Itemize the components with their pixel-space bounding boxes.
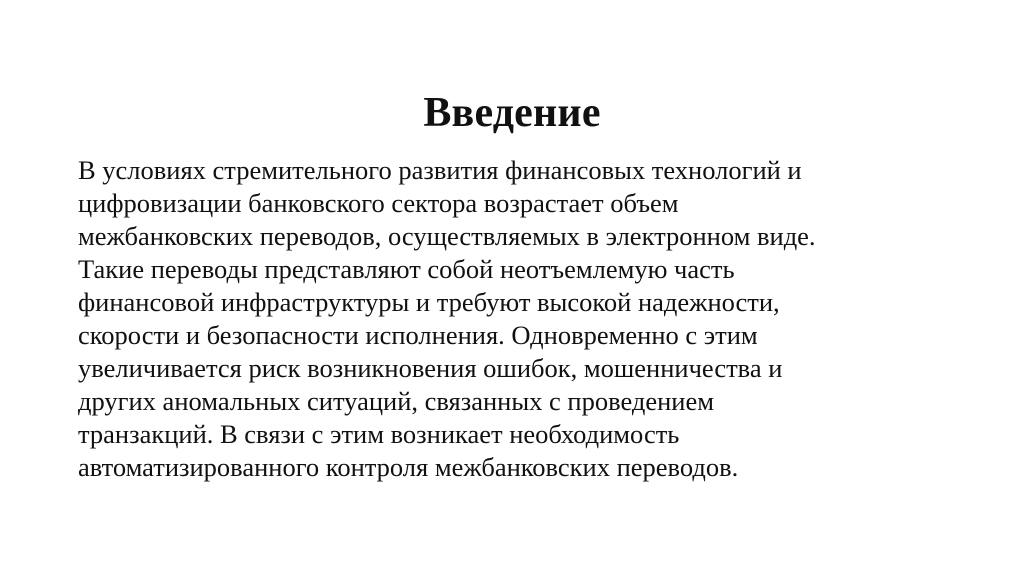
body-line: В условиях стремительного развития финансовых технологий и bbox=[78, 155, 802, 185]
body-line: транзакций. В связи с этим возникает необходимость bbox=[78, 419, 680, 449]
body-line: цифровизации банковского сектора возрастает объем bbox=[78, 188, 679, 218]
slide-title: Введение bbox=[423, 90, 601, 137]
body-line: межбанковских переводов, осуществляемых в электронном виде. bbox=[78, 221, 816, 251]
body-line: финансовой инфраструктуры и требуют высокой надежности, bbox=[78, 287, 780, 317]
body-line: Такие переводы представляют собой неотъемлемую часть bbox=[78, 254, 735, 284]
body-line: скорости и безопасности исполнения. Одновременно с этим bbox=[78, 320, 758, 350]
body-line: увеличивается риск возникновения ошибок, мошенничества и bbox=[78, 353, 783, 383]
slide-body-text bbox=[78, 154, 958, 484]
body-line: автоматизированного контроля межбанковских переводов. bbox=[78, 452, 739, 482]
body-line: других аномальных ситуаций, связанных с проведением bbox=[78, 386, 714, 416]
